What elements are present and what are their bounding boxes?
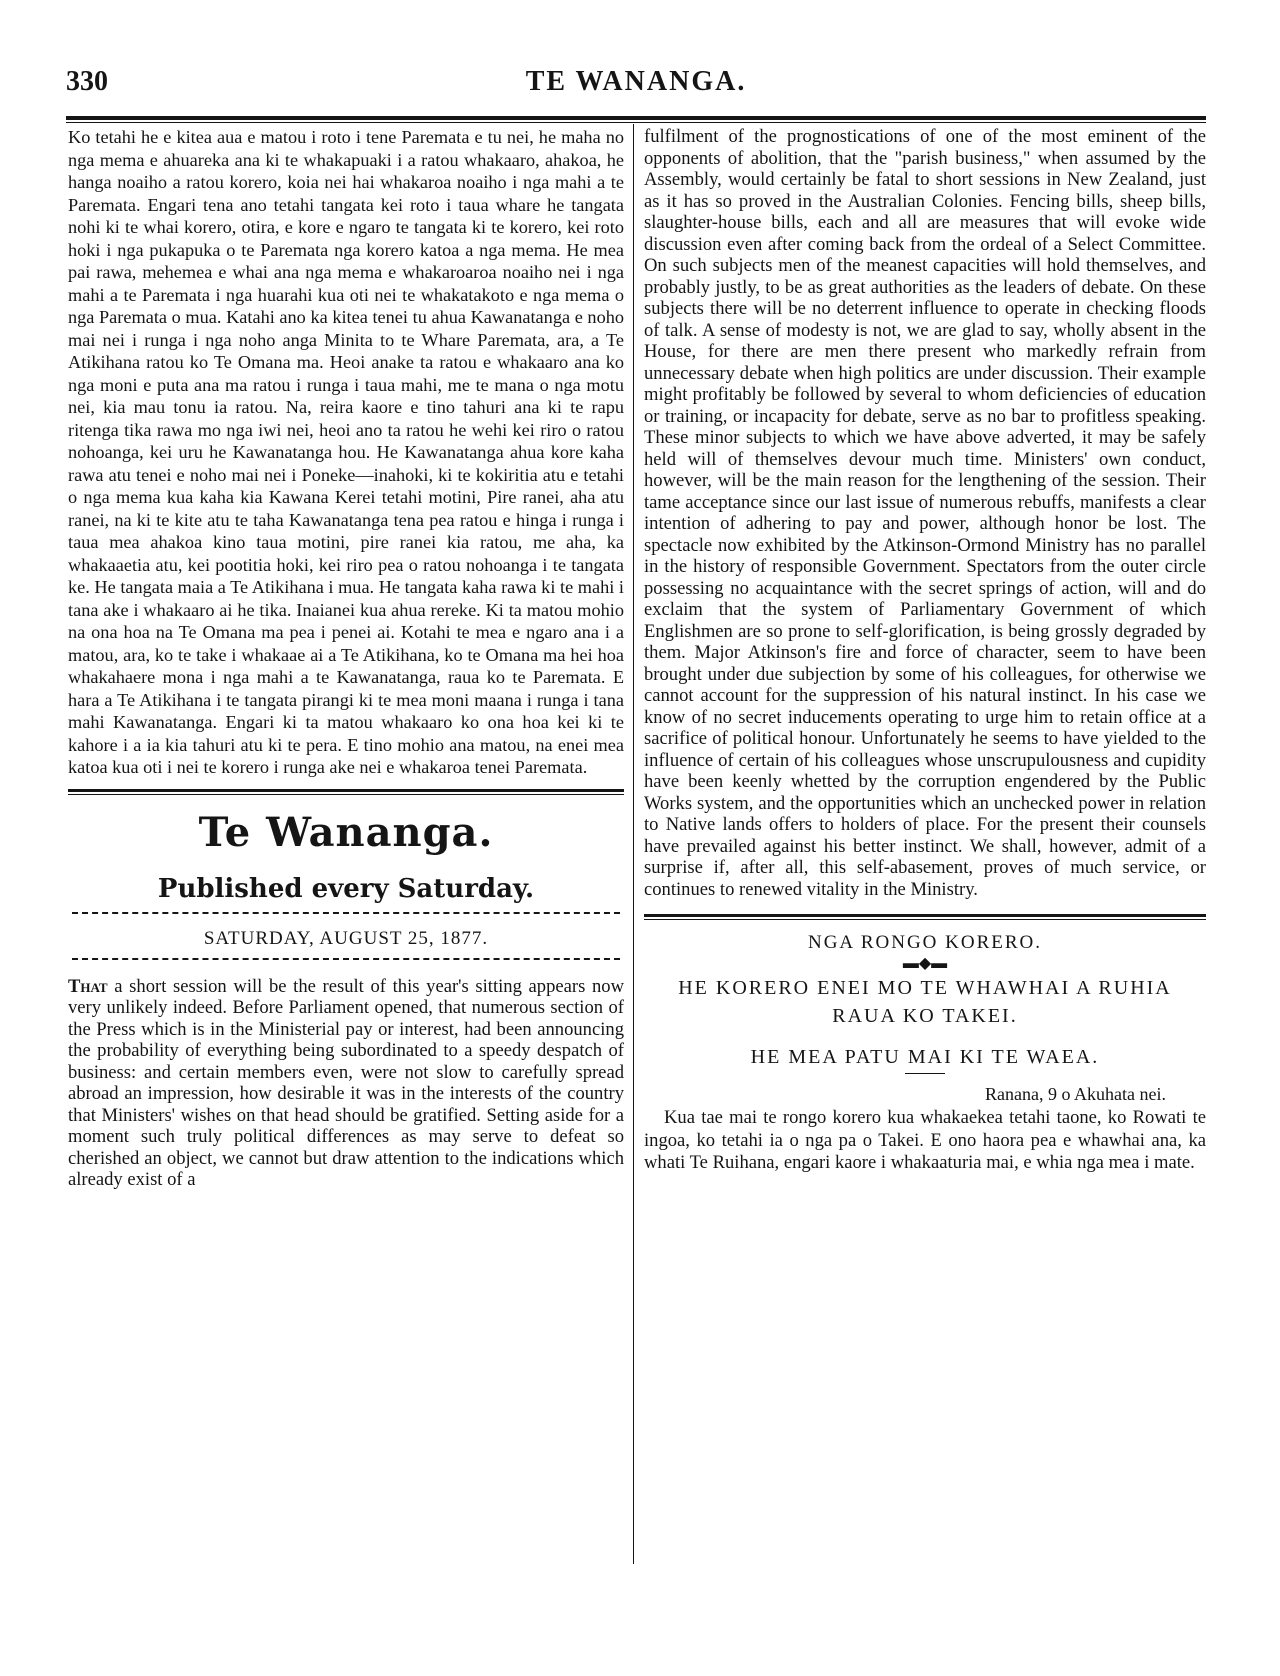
header-rule bbox=[66, 116, 1206, 120]
ornament-icon: ▬◆▬ bbox=[902, 955, 948, 972]
published-line: Published every Saturday. bbox=[157, 873, 535, 904]
news-dateline: Ranana, 9 o Akuhata nei. bbox=[985, 1084, 1166, 1104]
short-rule bbox=[905, 1073, 945, 1074]
header-rule-thin bbox=[66, 122, 1206, 123]
english-editorial-continued: fulfilment of the prognostications of one of the most eminent of the opponents of abolition, that the "parish business," when assumed by the Assembly, would certainly be fatal to short sessions in New Zealand, just as it has so proved in the Australian Colonies. Fencing bills, sheep bills, slaughter-house bills, each and all are measures that will evoke wide discussion even after coming back from the ordeal of a Select Committee. On such subjects men of the meanest capacities will hold themselves, and probably justly, to be as great authorities as the leaders of debate. On these subjects there will be no deterrent influence to operate in checking floods of talk. A sense of modesty is not, we are glad to say, wholly absent in the House, for there are men there present who markedly refrain from unnecessary debate when high politics are under discussion. Their example might profitably be followed by several to whom deficiencies of education or training, or incapacity for debate, serve as no bar to profitless speaking. These minor subjects to which we have above adverted, it may be safely held will of themselves devour much time. Ministers' own conduct, however, will be the main reason for the lengthening of the session. Their tame acceptance since our last issue of numerous rebuffs, manifests a clear intention of adhering to pay and power, although honor be lost. The spectacle now exhibited by the Atkinson-Ormond Ministry has no parallel in the history of responsible Government. Spectators from the outer circle possessing no acquaintance with the secret springs of action, will and do exclaim that the system of Parliamentary Government of which Englishmen are so prone to self-glorification, is being grossly degraded by them. Major Atkinson's fire and force of character, seem to have been brought under due subjection by some of his colleagues, for otherwise we cannot account for the suppression of his natural instinct. In his case we know of no secret inducements operating to urge him to retain office at a sacrifice of political honour. Unfortunately he seems to have yielded to the influence of certain of his colleagues whose unscrupulousness and cupidity have been keenly whetted by the corruption engendered by the Public Works system, and the opportunities which an unchecked power in relation to Native lands offers to holders of place. For the present their counsels have prevailed against his better instinct. We shall, however, admit of a surprise if, after all, this self-abasement, proves of much service, or continues to renewed vitality in the Ministry. bbox=[644, 126, 1206, 900]
ornamental-rule-2 bbox=[72, 958, 620, 964]
news-rule-top-thin bbox=[644, 919, 1206, 920]
column-divider bbox=[633, 124, 634, 1564]
page-title: TE WANANGA. bbox=[525, 66, 747, 97]
masthead-rule-top bbox=[68, 789, 624, 792]
news-subheading-2: HE MEA PATU MAI KI TE WAEA. bbox=[750, 1046, 1100, 1068]
masthead-rule-top-thin bbox=[68, 794, 624, 795]
maori-editorial: Ko tetahi he e kitea aua e matou i roto i tene Paremata e tu nei, he maha no nga mema e ahuareka ana ki te whakapuaki i a ratou whakaaro, ahakoa, he hanga noaiho a ratou korero, koia nei hai whakaroa noaiho i nga mahi a te Paremata. Engari tena ano tetahi tangata kei roto i taua whare he tangata nohi ki te whai korero, otira, e kore e ngaro te tangata ki te korero, kei roto hoki i nga pukapuka o te Paremata nga korero katoa a nga mema. He mea pai rawa, mehemea e whai ana nga mema e whakaroaroa noaiho nei i nga mahi a te Paremata i nga huarahi kua oti nei te whakatakoto e nga mema o nga Paremata o mua. Katahi ano ka kitea tenei tu ahua Kawanatanga e noho mai nei i runga i nga noho anga Minita to te Whare Paremata, ara, a Te Atikihana ratou ko Te Omana ma. Heoi anake ta ratou e whakaaro ana ko nga moni e puta ana ma ratou i runga i taua mahi, me te mana o nga motu nei, kia mau tonu ia ratou. Na, reira kaore e tino tahuri ana ki te rapu ritenga tika rawa mo nga iwi nei, heoi ano ta ratou he wehi kei riro o ratou nohoanga, kei uru he Kawanatanga hou. He Kawanatanga ahua kore kaha rawa atu tenei e noho mai nei i Poneke—inahoki, ki te kokiritia atu e tetahi o nga mema kua kaha kia Kawana Kerei tetahi motini, Pire ranei, aha atu ranei, na ki te kite atu te taha Kawanatanga tena pea ratou e hinga i runga i taua mea ahakoa kino taua motini, pire ranei kia ratou, me aha, ka whakaaetia atu, kei pootitia hoki, kei riro pea o ratou nohoanga i te tangata ke. He tangata maia a Te Atikihana i mua. He tangata kaha rawa ki te mahi i tana ake i whakaaro ai he tika. Inaianei kua ahua rereke. Ki ta matou mohio na ona hoa na Te Omana ma pea i penei ai. Kotahi te mea e ngaro ana i a matou, ara, ko te take i whakaae ai a Te Atikihana, ko te Omana ma hei hoa whakahaere mona i nga mahi a te Kawanatanga, raua ko te Paremata. E hara a Te Atikihana i te tangata pirangi ki te mea moni maana i runga i tana mahi Kawanatanga. Engari ki ta matou whakaaro ko ona hoa kei ki te kahore i a ia kia tahuri atu ki te pera. E tino mohio ana matou, na enei mea katoa kua oti i nei te korero i runga ake nei e whakaroa tenei Paremata. bbox=[68, 127, 624, 777]
right-column bbox=[644, 126, 1206, 1175]
ornamental-rule bbox=[72, 912, 620, 918]
english-first-word: That bbox=[68, 975, 108, 997]
masthead: Te Wananga. bbox=[198, 808, 494, 856]
page-header bbox=[66, 66, 1206, 106]
issue-date: SATURDAY, AUGUST 25, 1877. bbox=[203, 927, 489, 949]
news-subheading: HE KORERO ENEI MO TE WHAWHAI A RUHIA RAUA KO TAKEI. bbox=[678, 977, 1172, 1027]
news-heading: NGA RONGO KORERO. bbox=[807, 932, 1043, 953]
news-body: Kua tae mai te rongo korero kua whakaekea tetahi taone, ko Rowati te ingoa, ko tetahi ia o nga pa o Takei. E ono haora pea e whawhai ana, ka whati Te Ruihana, engari kaore i whakaaturia mai, e whia nga mea i mate. bbox=[644, 1107, 1206, 1173]
english-editorial-text: a short session will be the result of this year's sitting appears now very unlikely indeed. Before Parliament opened, that numerous section of the Press which is in the Ministerial pay or interest, had been announcing the probability of everything being subordinated to a speedy despatch of business: and certain members even, were not slow to carefully spread abroad an impression, how desirable it was in the interests of the country that Ministers' wishes on that head should be gratified. Setting aside for a moment such truly political differences as may serve to defeat so cherished an object, we cannot but draw attention to the indications which already exist of a bbox=[68, 975, 624, 1190]
news-rule-top bbox=[644, 914, 1206, 917]
english-editorial bbox=[68, 976, 624, 1191]
left-column bbox=[68, 126, 624, 1191]
page-number: 330 bbox=[66, 66, 108, 97]
